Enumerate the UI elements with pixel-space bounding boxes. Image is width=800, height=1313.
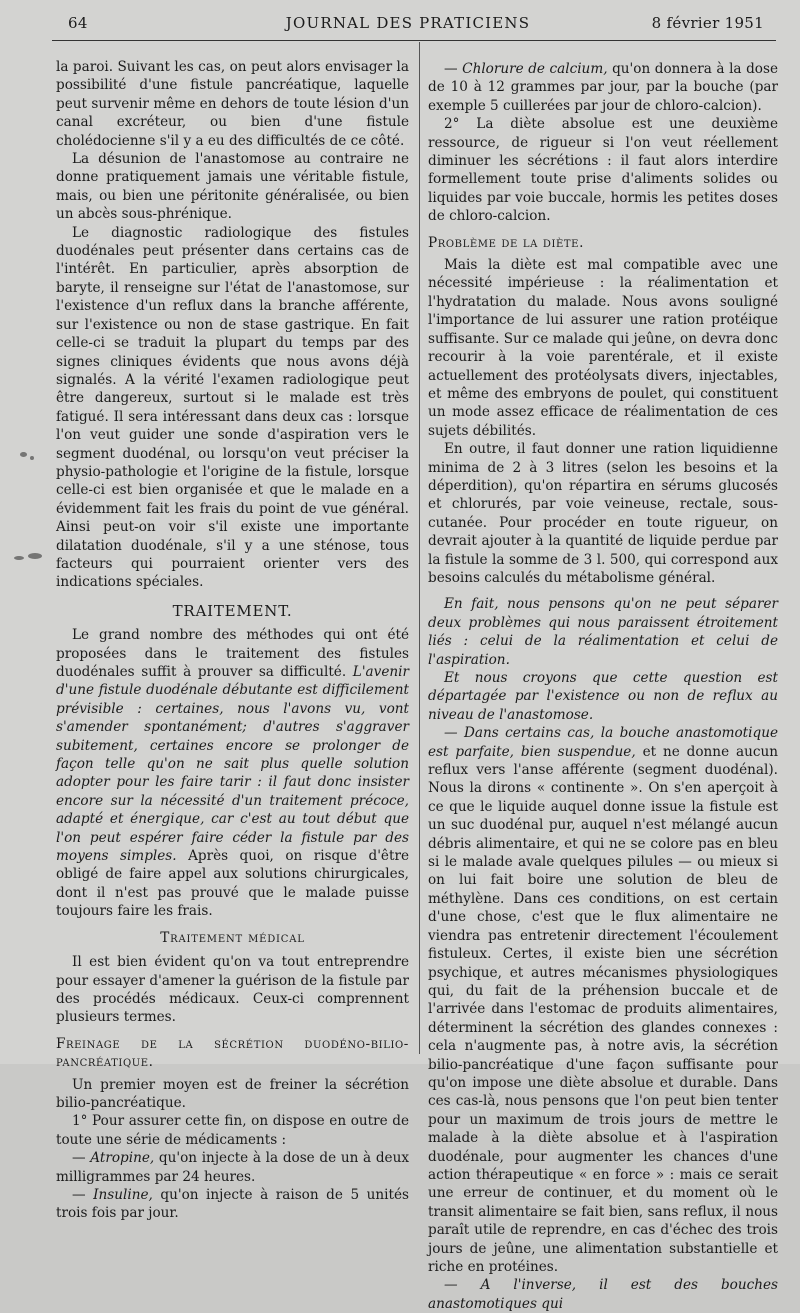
paragraph: La désunion de l'anastomose au contraire ne donne pratiquement jamais une véritable fistule, mais, ou bien une péritonite généralisée, ou bien un abcès sous-phrénique.: [56, 151, 409, 223]
section-heading: TRAITEMENT.: [172, 601, 293, 620]
page-header: [52, 14, 764, 38]
text-run: qu'on donnera à la dose de 10 à 12 grammes par jour, par la bouche (par exemple 5 cuillerées par jour de chloro-calcion).: [428, 61, 778, 114]
paragraph: — A l'inverse, il est des bouches anastomotiques qui: [428, 1277, 778, 1312]
drug-name: Atropine,: [90, 1150, 155, 1167]
paragraph: Et nous croyons que cette question est départagée par l'existence ou non de reflux au niveau de l'anastomose.: [428, 670, 778, 723]
paragraph: la paroi. Suivant les cas, on peut alors envisager la possibilité d'une fistule pancréatique, laquelle peut survenir même en dehors de toute lésion d'un canal excréteur, ou bien d'une fistule cholédocienne s'il y a eu des difficultés de ce côté.: [56, 59, 409, 149]
dash: —: [72, 1186, 94, 1203]
column-divider: [419, 42, 420, 1054]
header-rule: [52, 40, 776, 41]
text-run: et ne donne aucun reflux vers l'anse afférente (segment duodénal). Nous la dirons « continente ». On s'en aperçoit à ce que le liquide auquel donne issue la fistule est un suc duodénal pur, auquel n'est mélangé aucun débris alimentaire, et qui ne se colore pas en bleu si le malade avale quelques pilules — ou mieux si on lui fait boire une solution de bleu de méthylène. Dans ces conditions, on est certain d'une chose, c'est que le flux alimentaire ne viendra pas entretenir directement l'écoulement fistuleux. Certes, il existe bien une sécrétion psychique, et autres mécanismes physiologiques qui, du fait de la préhension buccale et de l'arrivée dans l'estomac de produits alimentaires, déterminent la sécrétion des glandes connexes : cela n'augmente pas, à notre avis, la sécrétion bilio-pancréatique d'une façon suffisante pour qu'on impose une diète absolue et durable. Dans ces cas-là, nous pensons que l'on peut bien tenter pour un maximum de trois jours de mettre le malade à la diète absolue et à l'aspiration duodénale, pour augmenter les chances d'une action thérapeutique « en force » : mais ce serait une erreur de continuer, et du moment où le transit alimentaire se fait bien, sans reflux, il nous paraît utile de reprendre, en cas d'échec des trois jours de jeûne, une alimentation substantielle et riche en protéines.: [428, 743, 778, 1275]
subsection-heading: Freinage de la sécrétion duodéno-bilio-pancréatique.: [56, 1035, 409, 1071]
text-run: qu'on injecte à raison de 5 unités trois fois par jour.: [56, 1186, 409, 1222]
list-item: [56, 1186, 409, 1223]
list-item: [428, 60, 778, 115]
paragraph: 2° La diète absolue est une deuxième ressource, de rigueur si l'on veut réellement diminuer les sécrétions : il faut alors interdire formellement toute prise d'aliments solides ou liquides par voie buccale, hormis les petites doses de chloro-calcion.: [428, 116, 778, 225]
text-run: Après quoi, on risque d'être obligé de faire appel aux solutions chirurgicales, dont il n'est pas prouvé que le malade puisse toujours faire les frais.: [56, 848, 409, 920]
paragraph: Le diagnostic radiologique des fistules duodénales peut présenter dans certains cas de l'intérêt. En particulier, après absorption de baryte, il renseigne sur l'état de l'anastomose, sur l'existence d'un reflux dans la branche afférente, sur l'existence ou non de stase gastrique. En fait celle-ci se traduit la plupart du temps par des signes cliniques évidents que nous avons déjà signalés. A la vérité l'examen radiologique peut être dangereux, surtout si le malade est très fatigué. Il sera intéressant dans deux cas : lorsque l'on veut guider une sonde d'aspiration vers le segment duodénal, ou lorsqu'on veut préciser la physio-pathologie et l'origine de la fistule, lorsque celle-ci est bien organisée et que le malade en a évidemment fait les frais du point de vue général. Ainsi peut-on voir s'il existe une importante dilatation duodénale, s'il y a une sténose, tous facteurs qui pourraient orienter vers des indications spéciales.: [56, 224, 409, 591]
paragraph: Il est bien évident qu'on va tout entreprendre pour essayer d'amener la guérison de la fistule par des procédés médicaux. Ceux-ci comprennent plusieurs termes.: [56, 954, 409, 1026]
paragraph: 1° Pour assurer cette fin, on dispose en outre de toute une série de médicaments :: [56, 1113, 409, 1148]
spacer: [428, 587, 778, 595]
italic-text: — Dans certains cas, la bouche anastomotique est parfaite, bien suspendue,: [428, 725, 778, 760]
dash: —: [72, 1150, 91, 1167]
left-column: [56, 58, 409, 1223]
dash: —: [444, 61, 463, 77]
italic-text: L'avenir d'une fistule duodénale débutante est difficilement prévisible : certaines, nous l'avons vu, vont s'amender spontanément; d'autres s'aggraver subitement, certaines encore se prolonger de façon telle qu'on ne sait plus quelle solution adopter pour les faire tarir : il faut donc insister encore sur la nécessité d'un traitement précoce, adapté et énergique, car c'est au tout début que l'on peut espérer faire céder la fistule par des moyens simples.: [56, 664, 409, 865]
paragraph: [56, 626, 409, 921]
scan-speck: [30, 456, 34, 460]
paragraph: En fait, nous pensons qu'on ne peut séparer deux problèmes qui nous paraissent étroitement liés : celui de la réalimentation et celui de l'aspiration.: [428, 596, 778, 668]
text-run: Le grand nombre des méthodes qui ont été proposées dans le traitement des fistules duodénales suffit à prouver sa difficulté.: [56, 627, 409, 680]
subsection-heading: Traitement médical: [160, 929, 305, 946]
right-column: [428, 60, 778, 1313]
scan-speck: [14, 556, 24, 560]
text-run: qu'on injecte à la dose de un à deux milligrammes par 24 heures.: [56, 1150, 410, 1185]
subsection-heading: Problème de la diète.: [428, 234, 585, 251]
journal-title: JOURNAL DES PRATICIENS: [285, 14, 531, 32]
drug-name: Chlorure de calcium,: [462, 61, 608, 77]
paragraph: [428, 724, 778, 1276]
list-item: [56, 1149, 409, 1186]
scan-speck: [28, 553, 42, 559]
paragraph: Un premier moyen est de freiner la sécrétion bilio-pancréatique.: [56, 1076, 409, 1111]
issue-date: 8 février 1951: [651, 14, 764, 32]
drug-name: Insuline,: [93, 1186, 153, 1203]
scan-speck: [20, 452, 27, 457]
page-number: 64: [68, 14, 88, 32]
paragraph: Mais la diète est mal compatible avec une nécessité impérieuse : la réalimentation et l'hydratation du malade. Nous avons souligné l'importance de lui assurer une ration protéique suffisante. Sur ce malade qui jeûne, on devra donc recourir à la voie parentérale, et il existe actuellement des protéolysats divers, injectables, et même des embryons de poulet, qui constituent un mode assez efficace de réalimentation de ces sujets débilités.: [428, 257, 778, 439]
paragraph: En outre, il faut donner une ration liquidienne minima de 2 à 3 litres (selon les besoins et la déperdition), qu'on répartira en sérums glucosés et chlorurés, par voie veineuse, rectale, sous-cutanée. Pour procéder en toute rigueur, on devrait ajouter à la quantité de liquide perdue par la fistule la somme de 3 l. 500, qui correspond aux besoins calculés du métabolisme général.: [428, 441, 778, 586]
